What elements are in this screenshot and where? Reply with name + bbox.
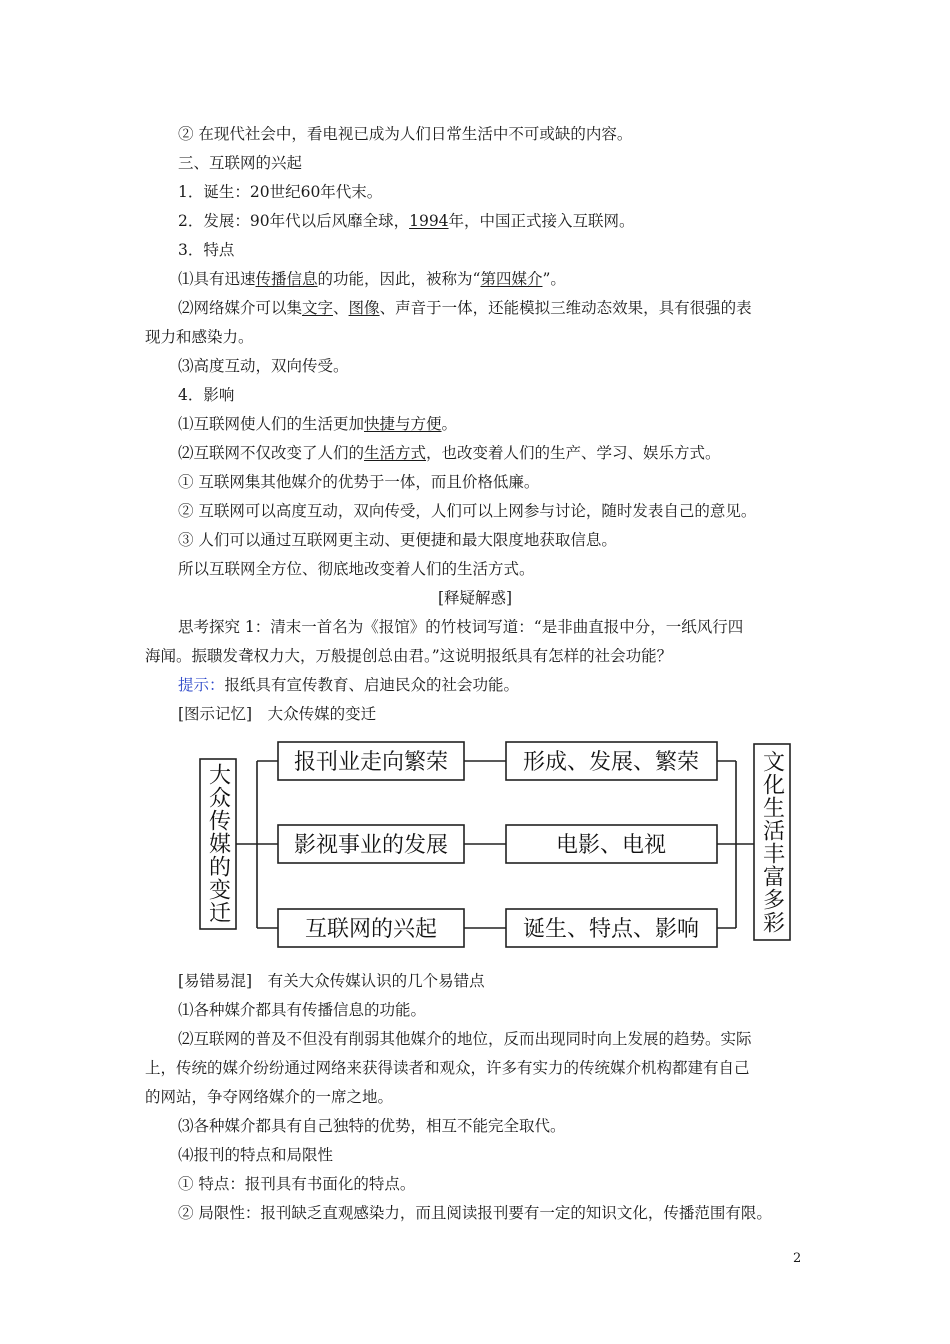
error-point-3: ⑶各种媒介都具有自己独特的优势，相互不能完全取代。 [178, 1117, 566, 1135]
error-point-1: ⑴各种媒介都具有传播信息的功能。 [178, 1001, 427, 1019]
item-birth: 1．诞生：20世纪60年代末。 [178, 183, 383, 201]
mass-media-diagram [190, 732, 800, 950]
diagram-caption: [图示记忆] 大众传媒的变迁 [178, 705, 377, 723]
stage-label-3: 互联网的兴起 [304, 917, 438, 942]
feature-2-cont: 现力和感染力。 [145, 328, 254, 346]
newspaper-feature: ① 特点：报刊具有书面化的特点。 [178, 1175, 416, 1193]
thinking-question: 思考探究 1：清末一首名为《报馆》的竹枝词写道：“是非曲直报中分，一纸风行四 [178, 618, 744, 636]
error-point-2-cont-1: 上，传统的媒介纷纷通过网络来获得读者和观众，许多有实力的传统媒介机构都建有自己 [145, 1059, 750, 1077]
error-point-4: ⑷报刊的特点和局限性 [178, 1146, 334, 1164]
section-heading-common-errors: [易错易混] 有关大众传媒认识的几个易错点 [178, 972, 485, 990]
influence-2: ⑵互联网不仅改变了人们的生活方式，也改变着人们的生产、学习、娱乐方式。 [178, 444, 721, 462]
feature-2: ⑵网络媒介可以集文字、图像、声音于一体，还能模拟三维动态效果，具有很强的表 [178, 299, 752, 317]
error-point-2: ⑵互联网的普及不但没有削弱其他媒介的地位，反而出现同时向上发展的趋势。实际 [178, 1030, 752, 1048]
influence-point-3: ③ 人们可以通过互联网更主动、更便捷和最大限度地获取信息。 [178, 531, 617, 549]
stage-label-1: 报刊业走向繁荣 [293, 750, 449, 775]
stage-label-2: 影视事业的发展 [293, 833, 449, 858]
influence-point-1: ① 互联网集其他媒介的优势于一体，而且价格低廉。 [178, 473, 540, 491]
diagram-right-label: 文化生活丰富多彩 [759, 750, 785, 934]
detail-label-1: 形成、发展、繁荣 [522, 750, 700, 775]
error-point-2-cont-2: 的网站，争夺网络媒介的一席之地。 [145, 1088, 394, 1106]
thinking-question-cont: 海闻。振聩发聋权力大，万般提创总由君。”这说明报纸具有怎样的社会功能？ [145, 647, 673, 665]
feature-1: ⑴具有迅速传播信息的功能，因此，被称为“第四媒介”。 [178, 270, 566, 288]
hint-answer: 提示：报纸具有宣传教育、启迪民众的社会功能。 [178, 676, 520, 694]
item-influence-heading: 4．影响 [178, 386, 235, 404]
influence-point-2: ② 互联网可以高度互动，双向传受，人们可以上网参与讨论，随时发表自己的意见。 [178, 502, 757, 520]
item-features-heading: 3．特点 [178, 241, 235, 259]
section-heading-internet-rise: 三、互联网的兴起 [178, 154, 303, 172]
detail-label-3: 诞生、特点、影响 [522, 917, 700, 942]
blank-1994: 1994 [409, 212, 449, 230]
hint-label: 提示： [178, 676, 225, 694]
diagram-left-label: 大众传媒的变迁 [205, 763, 231, 924]
section-heading-clarification: [释疑解惑] [437, 589, 513, 607]
page-number: 2 [793, 1251, 802, 1266]
detail-label-2: 电影、电视 [555, 833, 667, 858]
item-development: 2．发展：90年代以后风靡全球，1994年，中国正式接入互联网。 [178, 212, 635, 230]
influence-conclusion: 所以互联网全方位、彻底地改变着人们的生活方式。 [178, 560, 535, 578]
feature-3: ⑶高度互动，双向传受。 [178, 357, 349, 375]
influence-1: ⑴互联网使人们的生活更加快捷与方便。 [178, 415, 458, 433]
newspaper-limitation: ② 局限性：报刊缺乏直观感染力，而且阅读报刊要有一定的知识文化，传播范围有限。 [178, 1204, 772, 1222]
paragraph-tv-daily-life: ② 在现代社会中，看电视已成为人们日常生活中不可或缺的内容。 [178, 125, 633, 143]
